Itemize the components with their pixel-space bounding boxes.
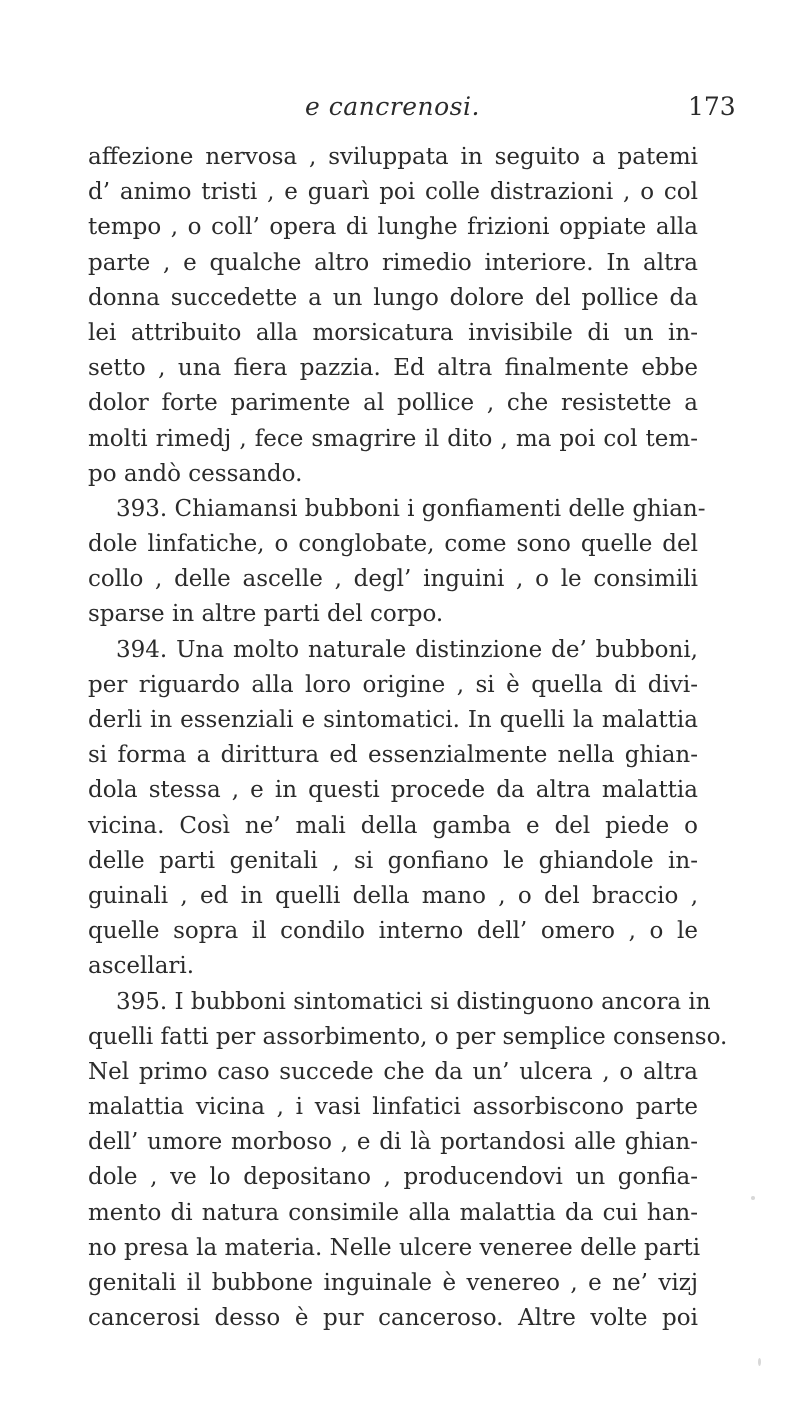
text-line: guinali , ed in quelli della mano , o del braccio , (88, 882, 698, 909)
text-line: sparse in altre parti del corpo. (88, 601, 444, 628)
paper-speck (758, 1358, 761, 1366)
paper-speck (751, 1196, 755, 1200)
text-line: malattia vicina , i vasi linfatici assorbiscono parte (88, 1094, 698, 1121)
body-text (88, 140, 728, 1336)
text-line: delle parti genitali , si gonfiano le ghiandole in- (88, 847, 698, 874)
text-line: dolor forte parimente al pollice , che resistette a (88, 390, 698, 417)
text-line: cancerosi desso è pur canceroso. Altre volte poi (88, 1305, 698, 1332)
text-line: dole linfatiche, o conglobate, come sono quelle del (88, 531, 698, 558)
text-line: genitali il bubbone inguinale è venereo , e ne’ vizj (88, 1270, 698, 1296)
text-line: Nel primo caso succede che da un’ ulcera , o altra (88, 1058, 698, 1085)
text-line: collo , delle ascelle , degl’ inguini , o le consimili (88, 566, 698, 593)
text-line: derli in essenziali e sintomatici. In quelli la malattia (88, 707, 698, 733)
text-line: setto , una fiera pazzia. Ed altra finalmente ebbe (88, 355, 698, 382)
section-393-start: 393. Chiamansi bubboni i gonfiamenti delle ghian- (116, 495, 706, 522)
text-line: po andò cessando. (88, 460, 303, 487)
text-line: dole , ve lo depositano , producendovi un gonfia- (88, 1164, 698, 1191)
text-line: donna succedette a un lungo dolore del pollice da (88, 284, 698, 311)
text-line: vicina. Così ne’ mali della gamba e del piede o (88, 812, 698, 839)
text-line: mento di natura consimile alla malattia da cui han- (88, 1199, 698, 1226)
text-line: quelli fatti per assorbimento, o per semplice consenso. (88, 1023, 728, 1050)
text-line: parte , e qualche altro rimedio interiore. In altra (88, 249, 698, 276)
page-number: 173 (688, 92, 736, 121)
text-line: dell’ umore morboso , e di là portandosi alle ghian- (88, 1129, 698, 1156)
text-line: per riguardo alla loro origine , si è quella di divi- (88, 671, 698, 698)
running-title: e cancrenosi. (305, 92, 480, 121)
text-line: affezione nervosa , sviluppata in seguito a patemi (88, 144, 698, 170)
text-line: molti rimedj , fece smagrire il dito , ma poi col tem- (88, 425, 698, 452)
text-line: d’ animo tristi , e guarì poi colle distrazioni , o col (88, 179, 698, 206)
section-394-start: 394. Una molto naturale distinzione de’ bubboni, (116, 636, 698, 663)
section-395-start: 395. I bubboni sintomatici si distinguono ancora in (116, 988, 711, 1015)
text-line: quelle sopra il condilo interno dell’ omero , o le (88, 918, 698, 945)
text-line: lei attribuito alla morsicatura invisibile di un in- (88, 319, 698, 346)
text-line: no presa la materia. Nelle ulcere veneree delle parti (88, 1234, 701, 1261)
running-head (0, 92, 800, 132)
text-line: tempo , o coll’ opera di lunghe frizioni oppiate alla (88, 214, 698, 241)
text-line: dola stessa , e in questi procede da altra malattia (88, 777, 698, 804)
text-line: ascellari. (88, 953, 195, 980)
text-line: si forma a dirittura ed essenzialmente nella ghian- (88, 742, 698, 769)
